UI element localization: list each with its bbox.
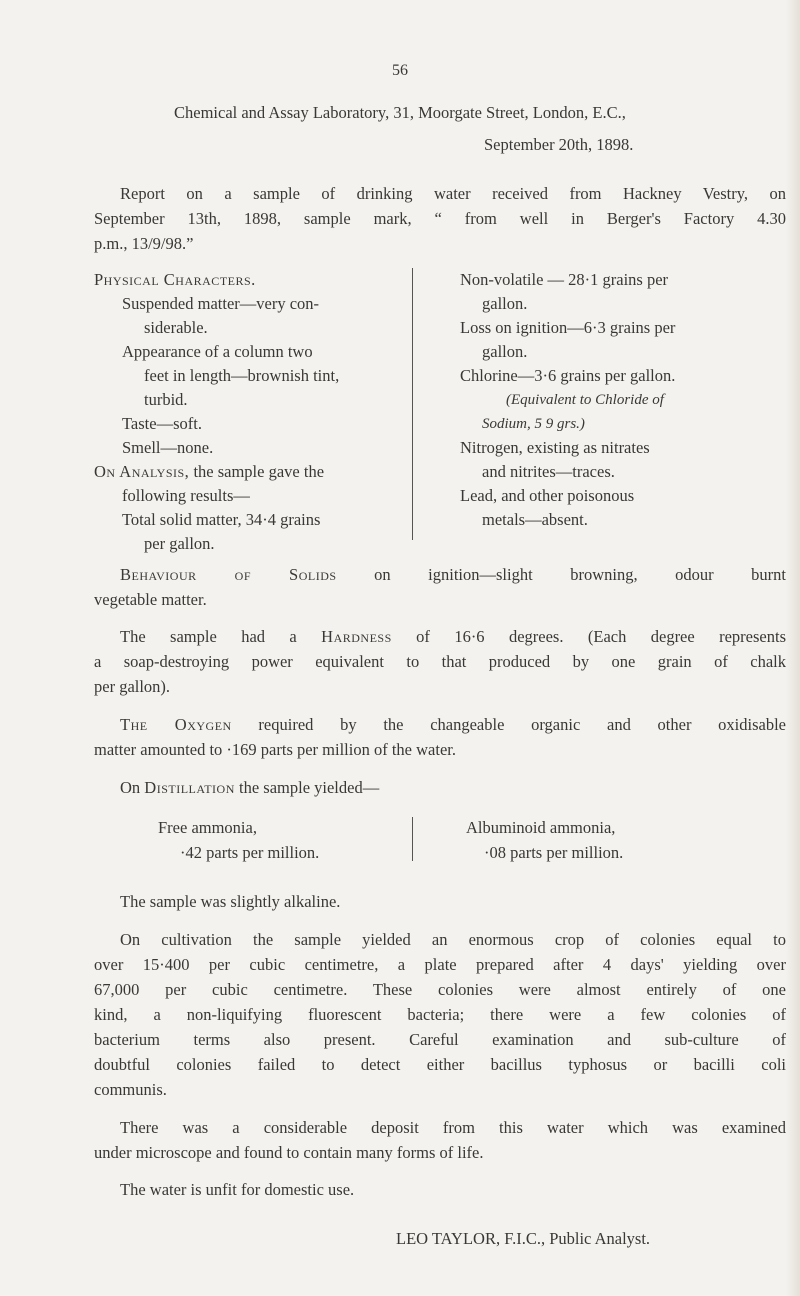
loss-on-ignition-1: Loss on ignition—6·3 grains per	[460, 318, 676, 337]
behaviour-label: Behaviour of Solids	[120, 565, 337, 584]
conclusion: The water is unfit for domestic use.	[120, 1180, 355, 1199]
cultivation-line-2: over 15·400 per cubic centimetre, a plate prepared after 4 days' yielding over	[94, 955, 786, 974]
non-volatile-2: gallon.	[482, 294, 528, 313]
cultivation-line-5: bacterium terms also present. Careful examination and sub-culture of	[94, 1030, 786, 1049]
nitrogen-1: Nitrogen, existing as nitrates	[460, 438, 650, 457]
total-solids-1: Total solid matter, 34·4 grains	[122, 510, 321, 529]
suspended-matter-2: siderable.	[144, 318, 208, 337]
page-number: 56	[392, 62, 408, 79]
cultivation-line-6: doubtful colonies failed to detect either bacillus typhosus or bacilli coli	[94, 1055, 786, 1074]
report-line-1: Report on a sample of drinking water received from Hackney Vestry, on	[120, 184, 786, 203]
total-solids-2: per gallon.	[144, 534, 215, 553]
cultivation-line-7: communis.	[94, 1080, 167, 1099]
oxygen-line-1: The Oxygen required by the changeable organic and other oxidisable	[120, 715, 786, 734]
free-ammonia-label: Free ammonia,	[158, 818, 257, 837]
behaviour-line-1: Behaviour of Solids on ignition—slight browning, odour burnt	[120, 565, 786, 584]
analysis-intro-1: On Analysis, the sample gave the	[94, 462, 325, 481]
analysis-label: On Analysis,	[94, 462, 190, 481]
lead-2: metals—absent.	[482, 510, 588, 529]
smell: Smell—none.	[122, 438, 214, 457]
free-ammonia-value: ·42 parts per million.	[180, 843, 320, 862]
lead-1: Lead, and other poisonous	[460, 486, 635, 505]
appearance-3: turbid.	[144, 390, 188, 409]
heading-address: Chemical and Assay Laboratory, 31, Moorgate Street, London, E.C.,	[174, 103, 626, 122]
oxygen-line-2: matter amounted to ·169 parts per million of the water.	[94, 740, 456, 759]
hardness-line-2: a soap-destroying power equivalent to that produced by one grain of chalk	[94, 652, 786, 671]
cultivation-line-3: 67,000 per cubic centimetre. These colonies were almost entirely of one	[94, 980, 786, 999]
report-line-3: p.m., 13/9/98.”	[94, 234, 194, 253]
cultivation-line-4: kind, a non-liquifying fluorescent bacteria; there were a few colonies of	[94, 1005, 786, 1024]
physical-characters-heading: Physical Characters.	[94, 270, 256, 289]
hardness-line-1: The sample had a Hardness of 16·6 degrees. (Each degree represents	[120, 627, 786, 646]
chlorine: Chlorine—3·6 grains per gallon.	[460, 366, 676, 385]
hardness-label: Hardness	[321, 627, 392, 646]
appearance-1: Appearance of a column two	[122, 342, 313, 361]
analysis-results-column	[460, 268, 786, 532]
nitrogen-2: and nitrites—traces.	[482, 462, 615, 481]
chloride-equivalent-2: Sodium, 5 9 grs.)	[482, 416, 585, 432]
suspended-matter-1: Suspended matter—very con-	[122, 294, 320, 313]
albuminoid-ammonia-value: ·08 parts per million.	[484, 843, 624, 862]
behaviour-line-2: vegetable matter.	[94, 590, 207, 609]
loss-on-ignition-2: gallon.	[482, 342, 528, 361]
non-volatile-1: Non-volatile — 28·1 grains per	[460, 270, 669, 289]
hardness-line-3: per gallon).	[94, 677, 171, 696]
distillation-intro: On Distillation the sample yielded—	[120, 778, 380, 797]
cultivation-line-1: On cultivation the sample yielded an enormous crop of colonies equal to	[120, 930, 786, 949]
chloride-equivalent-1: (Equivalent to Chloride of	[506, 392, 664, 408]
report-line-2: September 13th, 1898, sample mark, “ from well in Berger's Factory 4.30	[94, 209, 786, 228]
analysis-intro-2: following results—	[122, 486, 250, 505]
distillation-label: Distillation	[144, 778, 235, 797]
signature: LEO TAYLOR, F.I.C., Public Analyst.	[396, 1229, 651, 1248]
heading-date: September 20th, 1898.	[484, 135, 634, 154]
deposit-line-1: There was a considerable deposit from this water which was examined	[120, 1118, 786, 1137]
physical-characters-column	[94, 268, 404, 556]
albuminoid-ammonia-label: Albuminoid ammonia,	[466, 818, 616, 837]
oxygen-label: The Oxygen	[120, 715, 232, 734]
column-divider	[412, 268, 413, 540]
alkaline-statement: The sample was slightly alkaline.	[120, 892, 341, 911]
taste: Taste—soft.	[122, 414, 202, 433]
appearance-2: feet in length—brownish tint,	[144, 366, 340, 385]
page-edge-shadow	[786, 0, 800, 1296]
distillation-divider	[412, 817, 413, 861]
deposit-line-2: under microscope and found to contain many forms of life.	[94, 1143, 484, 1162]
